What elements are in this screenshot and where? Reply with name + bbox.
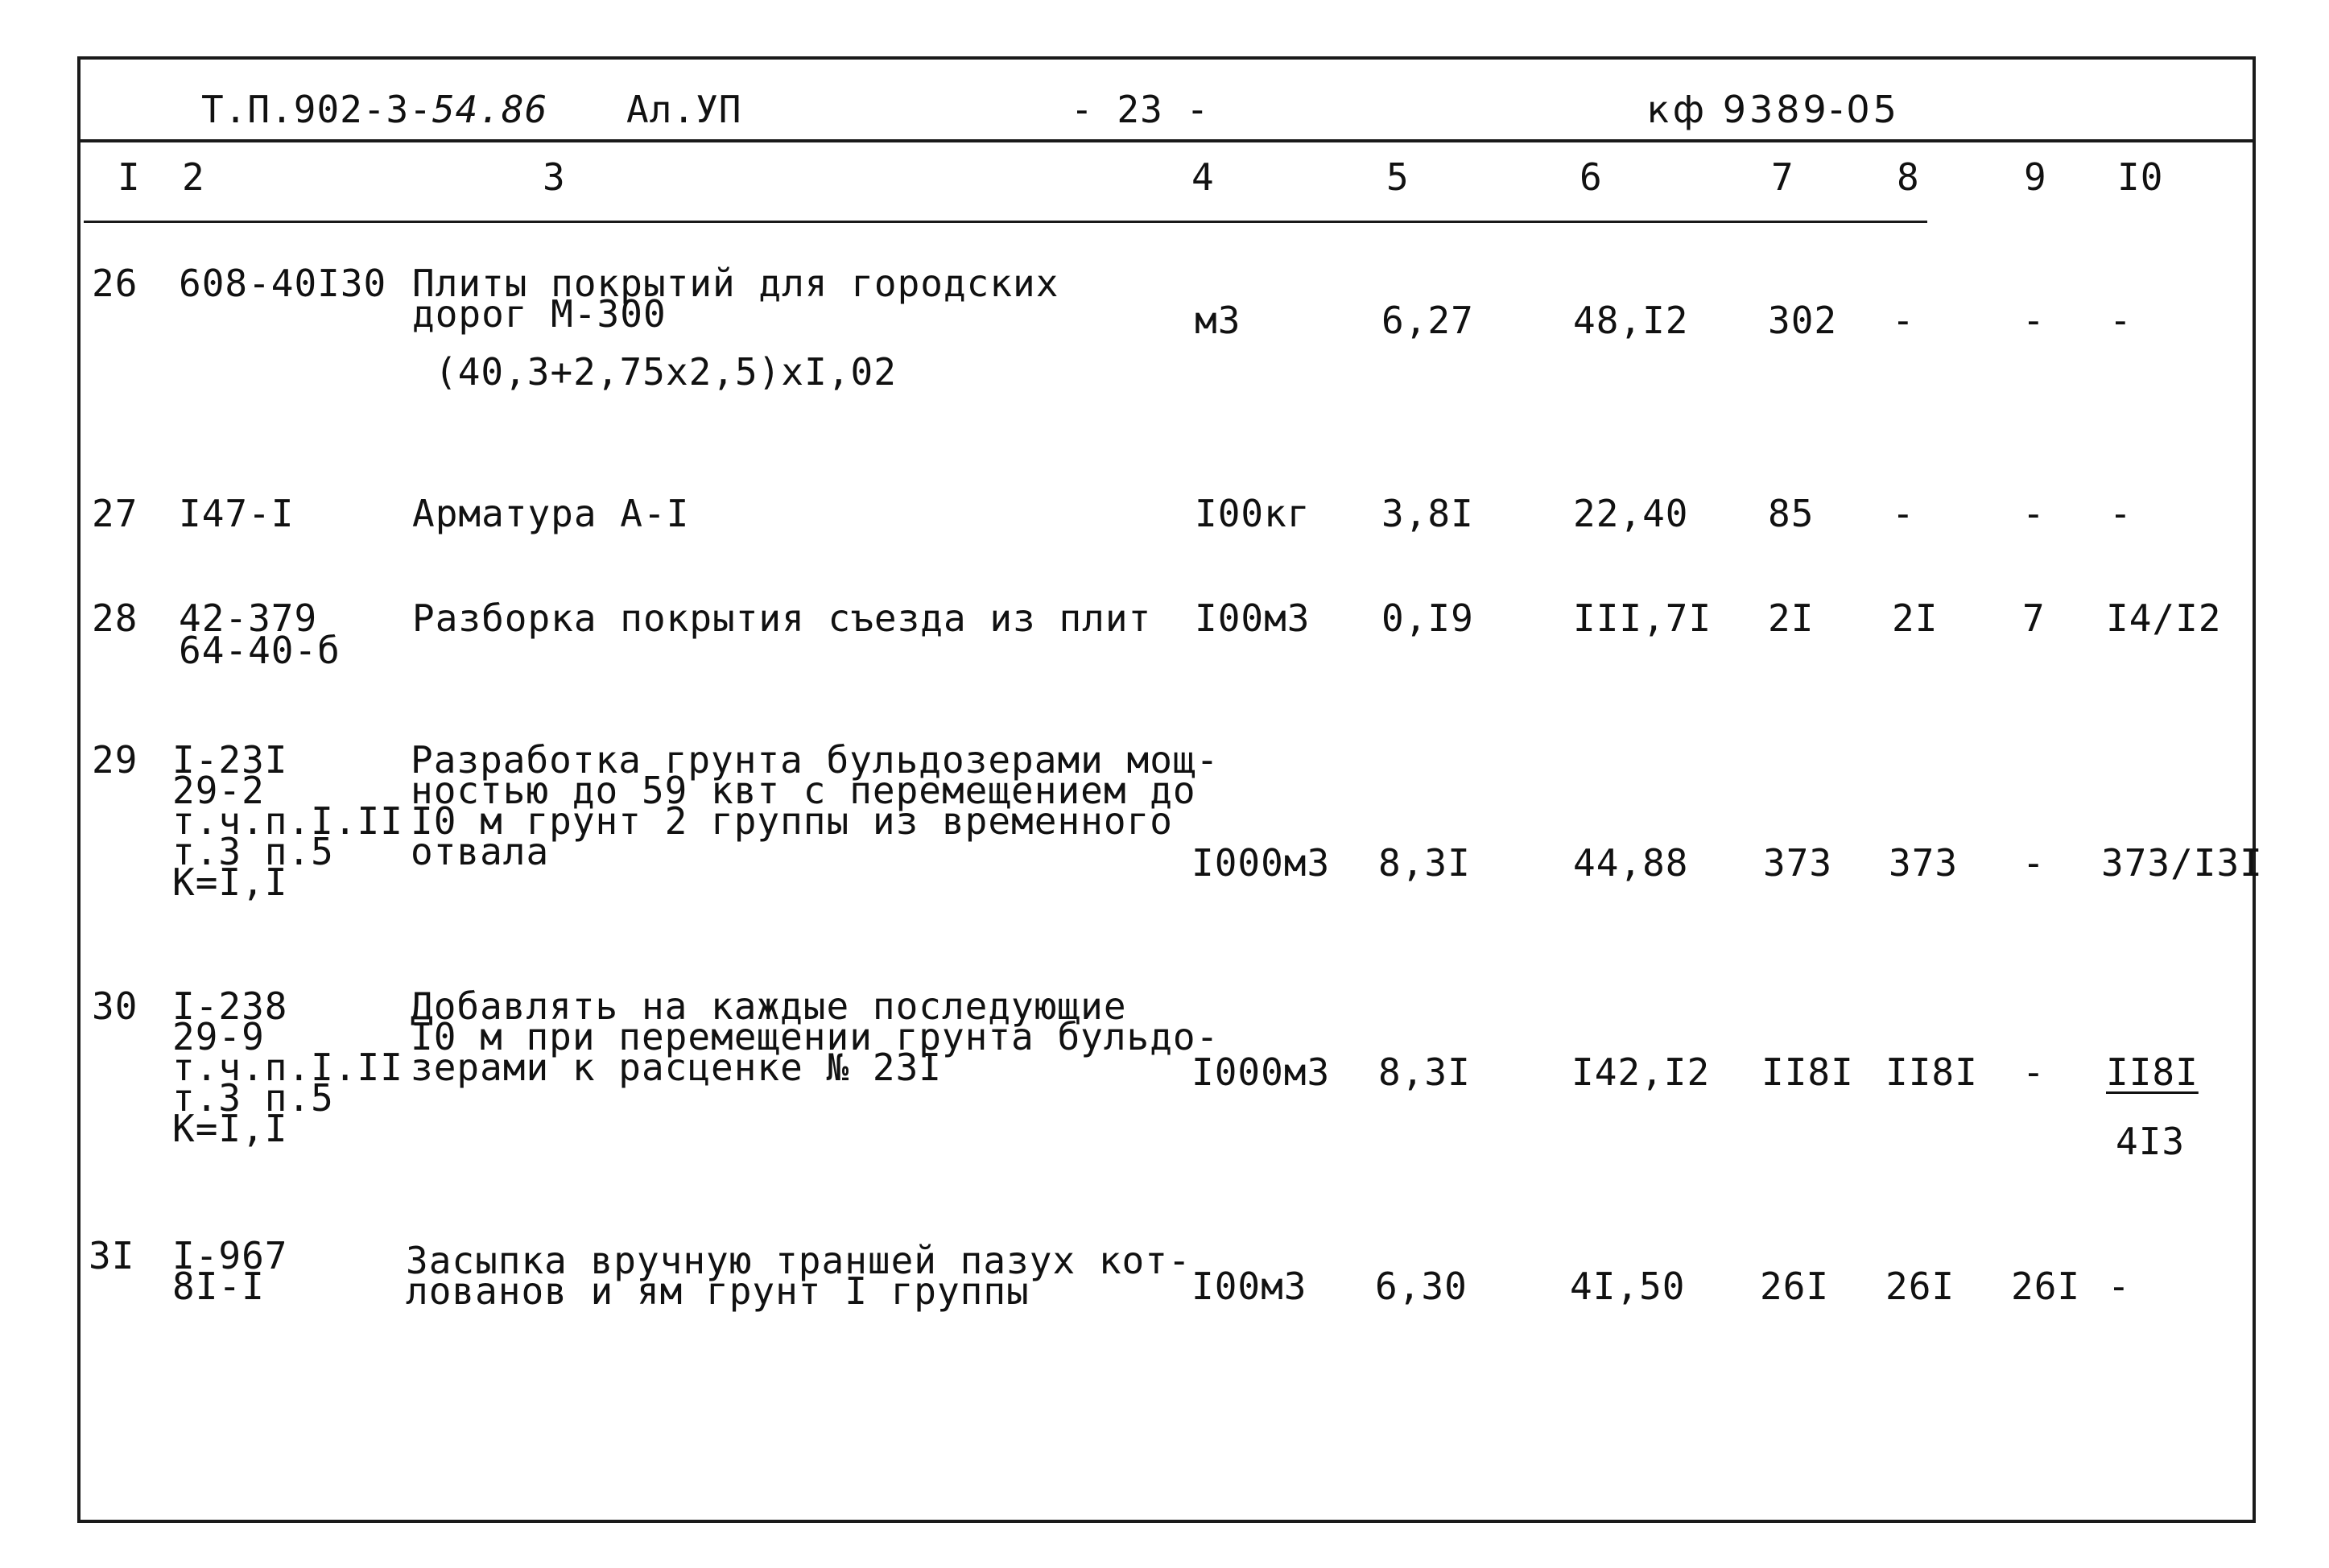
row-qty: 8,3I	[1378, 1050, 1471, 1094]
row-code: т.3 п.5	[172, 830, 334, 873]
row-col9: -	[2022, 299, 2046, 342]
row-code: 29-9	[172, 1015, 265, 1058]
row-col8: 373	[1889, 841, 1959, 885]
row-col7: 2I	[1768, 596, 1815, 640]
row-col9: -	[2022, 492, 2046, 535]
header-divider	[77, 139, 2256, 142]
row-unit: I00м3	[1191, 1265, 1307, 1308]
row-name-line: ностью до 59 квт с перемещением до	[411, 769, 1196, 812]
row-code: т.ч.п.I.II	[172, 1046, 403, 1089]
row-code: I-238	[172, 984, 288, 1028]
row-name-line: лованов и ям грунт I группы	[406, 1269, 1030, 1313]
row-code: I-23I	[172, 738, 288, 782]
row-col9: -	[2022, 1050, 2046, 1094]
col-header-7: 7	[1771, 155, 1794, 199]
row-name-line: Арматура А-I	[412, 492, 690, 535]
row-code: К=I,I	[172, 860, 288, 904]
row-name-line: I0 м при перемещении грунта бульдо-	[411, 1015, 1220, 1058]
col-header-9: 9	[2024, 155, 2047, 199]
row-code: 8I-I	[172, 1265, 265, 1308]
row-price: 22,40	[1573, 492, 1689, 535]
row-col7: 85	[1768, 492, 1815, 535]
row-name-line: Засыпка вручную траншей пазух кот-	[406, 1239, 1191, 1282]
row-code: 64-40-б	[179, 629, 341, 672]
row-number: 27	[92, 492, 138, 535]
row-col10: 373/I3I	[2101, 841, 2263, 885]
col-header-6: 6	[1580, 155, 1603, 199]
row-name-line: дорог М-300	[412, 292, 667, 336]
row-price: I42,I2	[1571, 1050, 1711, 1094]
stamp-number: кф 9389-05	[1647, 88, 1900, 131]
row-col10: -	[2108, 1265, 2131, 1308]
row-col9: -	[2022, 841, 2046, 885]
row-formula: (40,3+2,75x2,5)xI,02	[435, 350, 897, 394]
row-unit: м3	[1195, 299, 1241, 342]
row-col9: 26I	[2011, 1265, 2081, 1308]
doc-code: Т.П.902-3-54.86	[201, 88, 548, 131]
page-number: - 23 -	[1071, 88, 1210, 131]
album-label: Ал.УП	[626, 88, 742, 131]
row-number: 28	[92, 596, 138, 640]
row-col8: 2I	[1892, 596, 1939, 640]
row-price: 48,I2	[1573, 299, 1689, 342]
row-name-line: зерами к расценке № 23I	[411, 1046, 942, 1089]
row-unit: I000м3	[1191, 1050, 1331, 1094]
row-number: 30	[92, 984, 138, 1028]
row-col8: -	[1892, 299, 1915, 342]
row-name-line: Разборка покрытия съезда из плит	[412, 596, 1152, 640]
row-code: 29-2	[172, 769, 265, 812]
row-code: I-967	[172, 1234, 288, 1277]
row-qty: 6,27	[1381, 299, 1474, 342]
row-col7: 26I	[1760, 1265, 1830, 1308]
row-col7: II8I	[1761, 1050, 1854, 1094]
row-code: 608-40I30	[179, 262, 387, 305]
row-col7: 302	[1768, 299, 1838, 342]
col-header-4: 4	[1191, 155, 1215, 199]
row-col8: 26I	[1885, 1265, 1955, 1308]
row-qty: 0,I9	[1381, 596, 1474, 640]
row-code: I47-I	[179, 492, 295, 535]
row-col8: -	[1892, 492, 1915, 535]
row-code: т.ч.п.I.II	[172, 799, 403, 843]
row-col10: -	[2109, 299, 2133, 342]
row-unit: I00кг	[1195, 492, 1311, 535]
row-col7: 373	[1763, 841, 1833, 885]
row-name-line: Добавлять на каждые последующие	[411, 984, 1127, 1028]
column-header-divider	[84, 221, 1927, 223]
col-header-5: 5	[1386, 155, 1410, 199]
row-price: III,7I	[1573, 596, 1712, 640]
row-price: 44,88	[1573, 841, 1689, 885]
col-header-10: I0	[2117, 155, 2164, 199]
row-number: 29	[92, 738, 138, 782]
row-col10-denominator: 4I3	[2116, 1120, 2186, 1163]
row-code: К=I,I	[172, 1107, 288, 1150]
row-code: т.3 п.5	[172, 1076, 334, 1120]
row-number: 26	[92, 262, 138, 305]
row-col10-numerator: II8I	[2106, 1050, 2199, 1094]
col-header-3: 3	[543, 155, 566, 199]
row-col9: 7	[2022, 596, 2046, 640]
row-col10: -	[2109, 492, 2133, 535]
row-col8: II8I	[1885, 1050, 1978, 1094]
row-name-line: Плиты покрытий для городских	[412, 262, 1059, 305]
row-unit: I00м3	[1195, 596, 1311, 640]
row-name-line: Разработка грунта бульдозерами мощ-	[411, 738, 1220, 782]
row-qty: 6,30	[1375, 1265, 1468, 1308]
row-qty: 3,8I	[1381, 492, 1474, 535]
col-header-1: I	[118, 155, 141, 199]
row-name-line: отвала	[411, 830, 550, 873]
row-col10: I4/I2	[2106, 596, 2222, 640]
row-code: 42-379	[179, 596, 318, 640]
row-qty: 8,3I	[1378, 841, 1471, 885]
row-unit: I000м3	[1191, 841, 1331, 885]
row-price: 4I,50	[1570, 1265, 1686, 1308]
row-number: 3I	[89, 1234, 135, 1277]
col-header-8: 8	[1897, 155, 1920, 199]
row-name-line: I0 м грунт 2 группы из временного	[411, 799, 1173, 843]
col-header-2: 2	[182, 155, 205, 199]
